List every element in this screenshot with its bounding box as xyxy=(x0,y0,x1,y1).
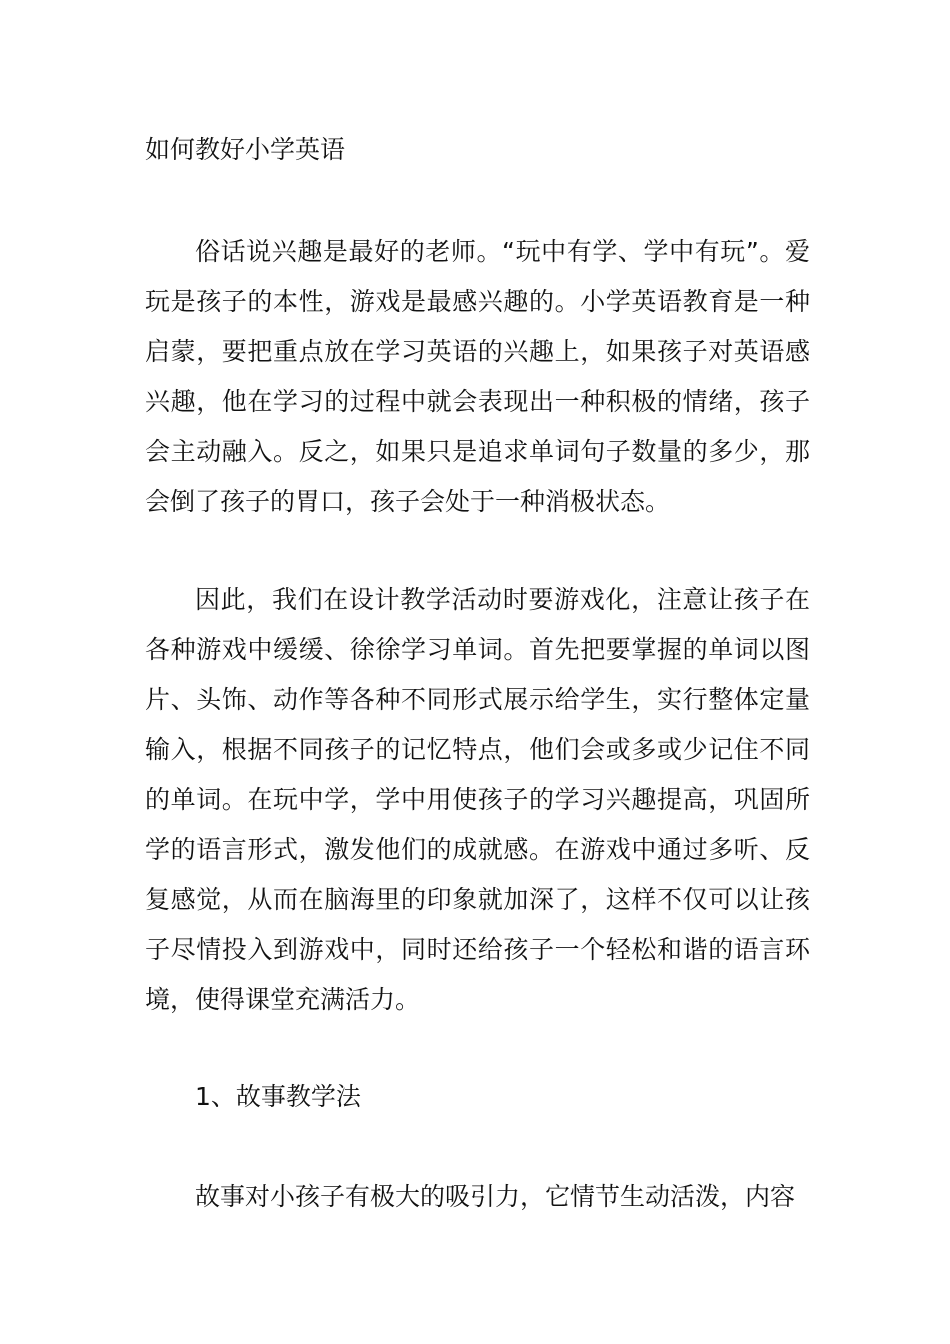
section-heading-story-method: 1、故事教学法 xyxy=(195,1082,361,1111)
document-title: 如何教好小学英语 xyxy=(145,135,346,164)
paragraph-interest: 俗话说兴趣是最好的老师。“玩中有学、学中有玩”。爱玩是孩子的本性，游戏是最感兴趣的。小学英语教育是一种启蒙，要把重点放在学习英语的兴趣上，如果孩子对英语感兴趣，他在学习的过程中就会表现出一种积极的情绪，孩子会主动融入。反之，如果只是追求单词句子数量的多少，那会倒了孩子的胃口，孩子会处于一种消极状态。 xyxy=(145,237,810,516)
paragraph-story: 故事对小孩子有极大的吸引力，它情节生动活泼，内容 xyxy=(195,1182,796,1211)
paragraph-game-teaching: 因此，我们在设计教学活动时要游戏化，注意让孩子在各种游戏中缓缓、徐徐学习单词。首先把要掌握的单词以图片、头饰、动作等各种不同形式展示给学生，实行整体定量输入，根据不同孩子的记忆特点，他们会或多或少记住不同的单词。在玩中学，学中用使孩子的学习兴趣提高，巩固所学的语言形式，激发他们的成就感。在游戏中通过多听、反复感觉，从而在脑海里的印象就加深了，这样不仅可以让孩子尽情投入到游戏中，同时还给孩子一个轻松和谐的语言环境，使得课堂充满活力。 xyxy=(145,585,810,1014)
